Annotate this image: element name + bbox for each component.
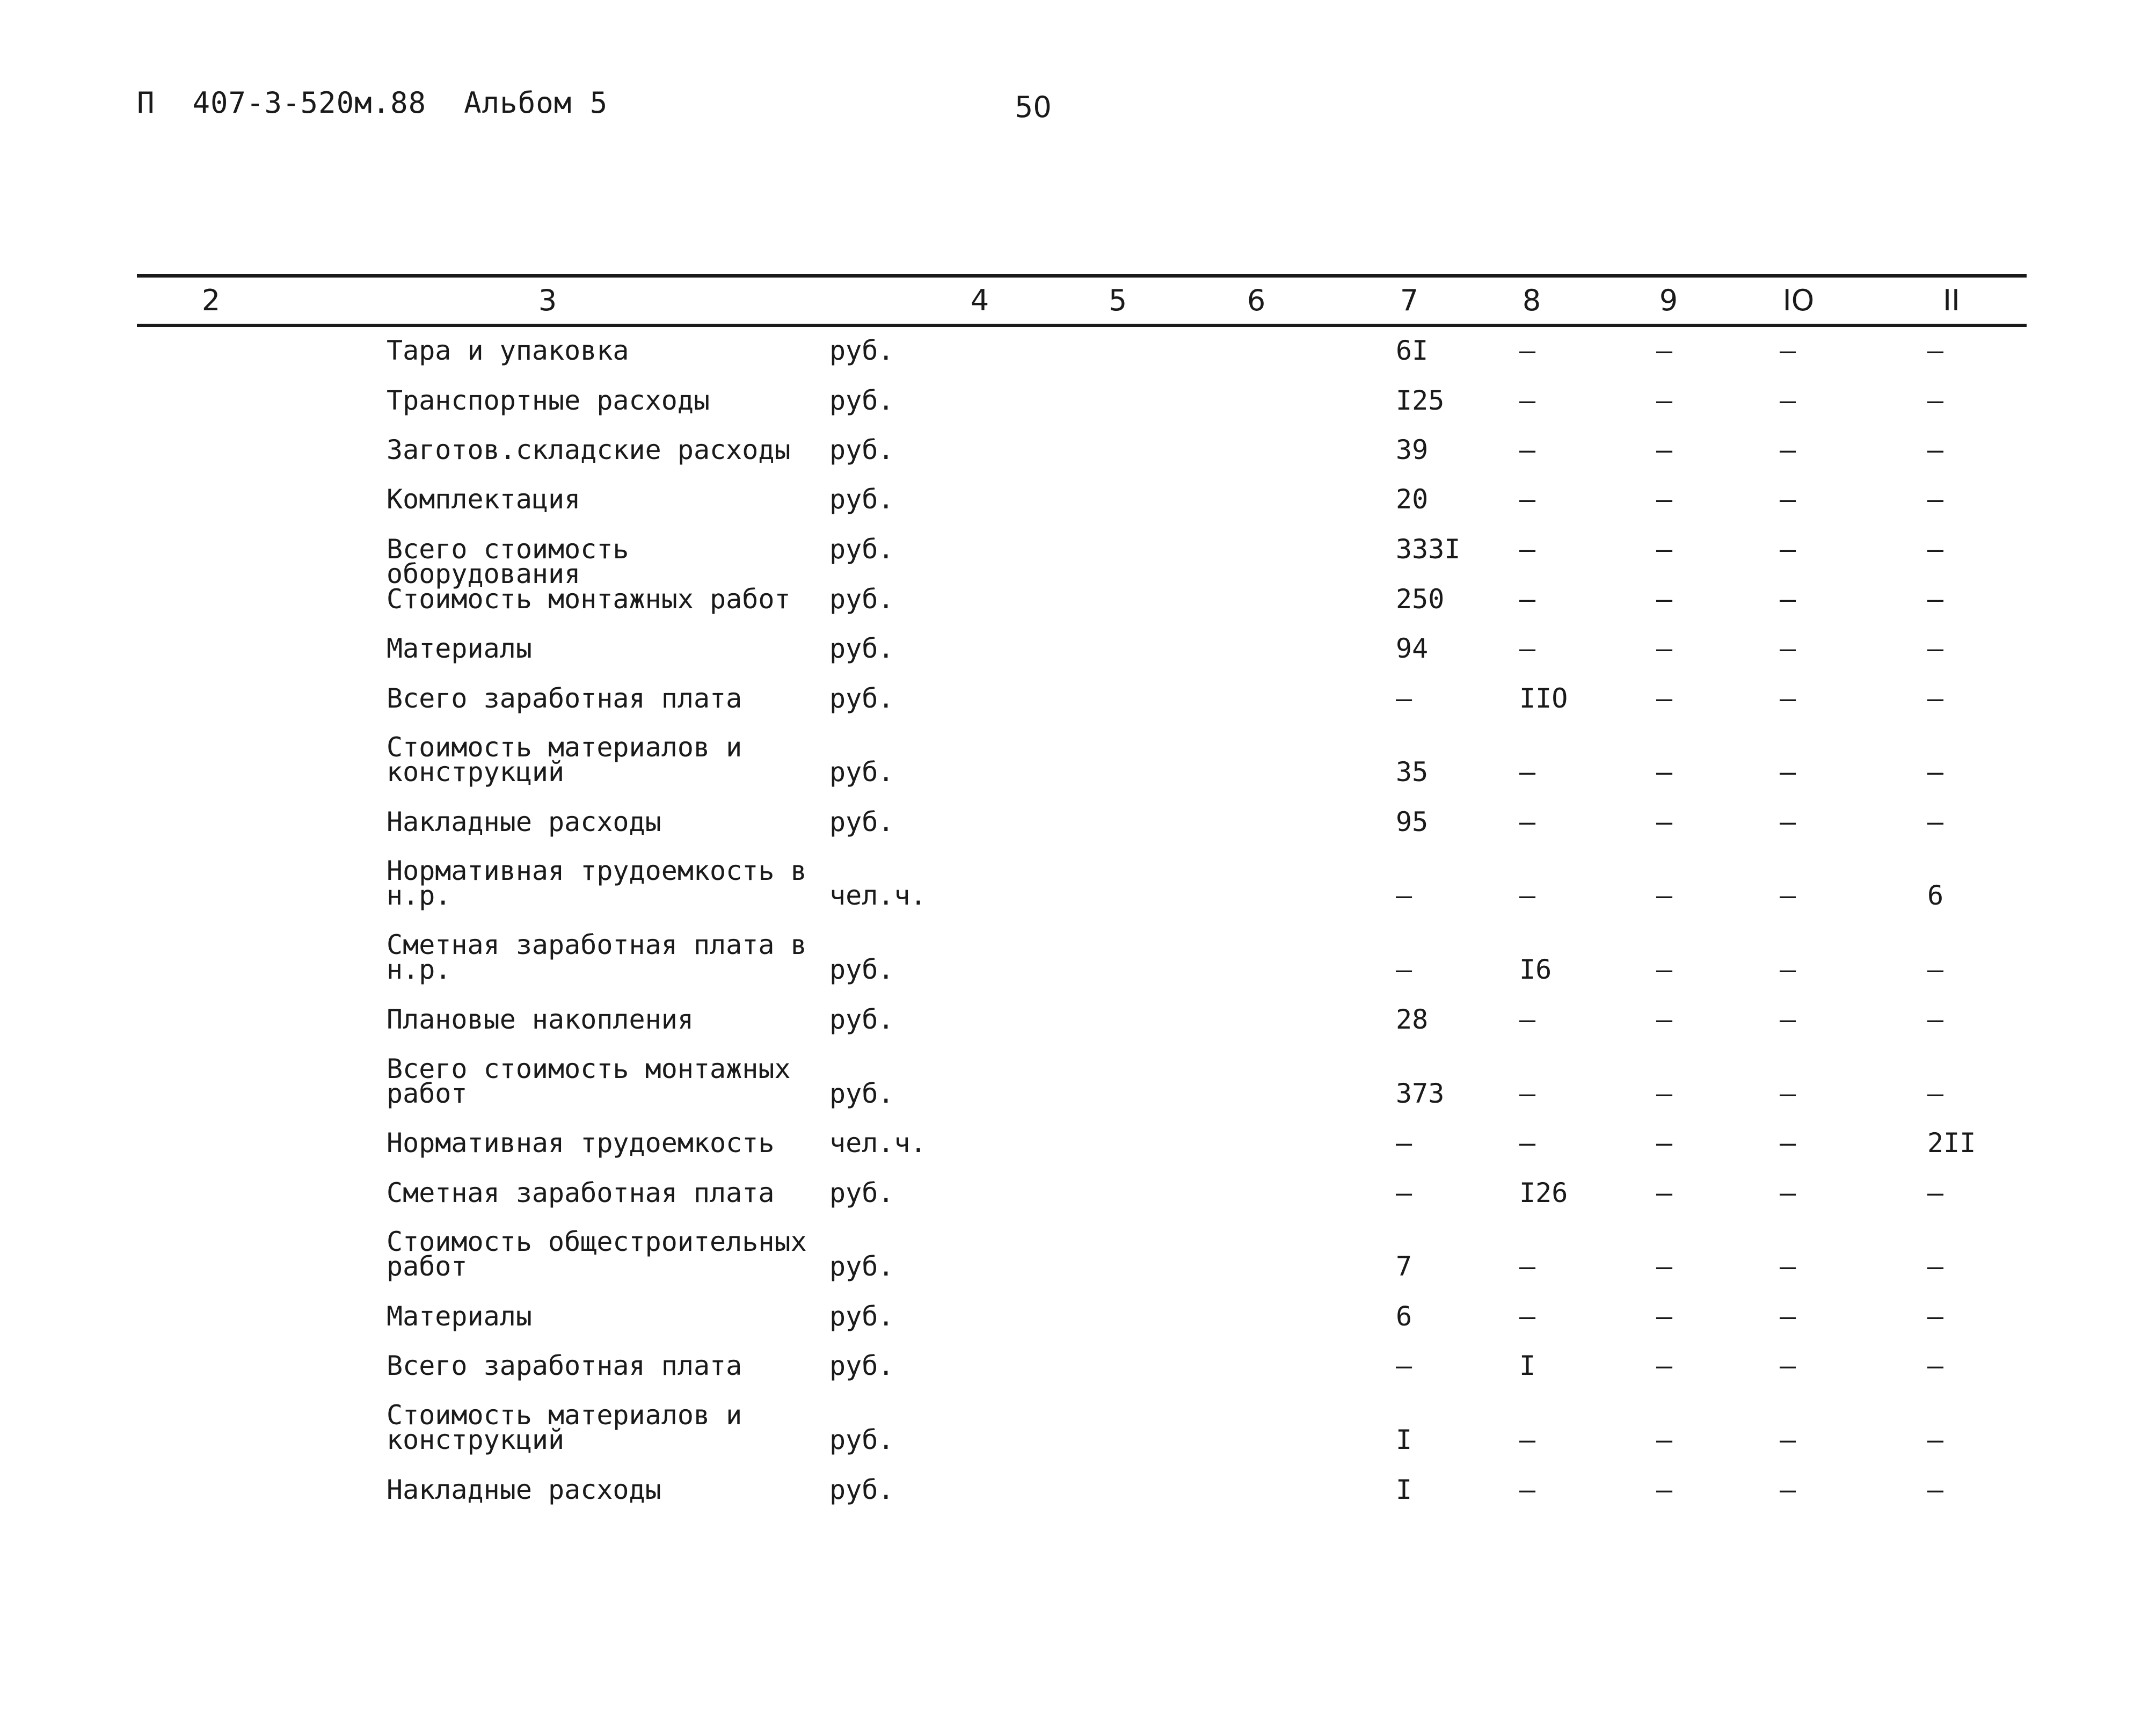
row-value-c10: –	[1780, 806, 1796, 837]
column-number: 9	[1659, 283, 1678, 317]
row-unit: руб.	[829, 806, 894, 837]
row-unit: руб.	[829, 584, 894, 615]
row-value-c11: –	[1927, 954, 1944, 985]
row-value-c8: –	[1519, 806, 1536, 837]
row-value-c10: –	[1780, 954, 1796, 985]
column-number: 8	[1522, 283, 1541, 317]
row-value-c9: –	[1656, 1004, 1673, 1035]
row-value-c8: –	[1519, 1004, 1536, 1035]
row-value-c7: I25	[1396, 385, 1445, 416]
row-value-c10: –	[1780, 683, 1796, 714]
row-name: Заготов.складские расходы	[387, 434, 791, 465]
row-value-c10: –	[1780, 633, 1796, 664]
row-value-c10: –	[1780, 1424, 1796, 1455]
row-value-c7: –	[1396, 683, 1412, 714]
row-value-c7: 28	[1396, 1004, 1429, 1035]
row-value-c11: 2II	[1927, 1127, 1976, 1159]
row-value-c7: 6	[1396, 1301, 1412, 1332]
row-value-c7: 333I	[1396, 534, 1461, 565]
row-value-c9: –	[1656, 1301, 1673, 1332]
row-value-c7: –	[1396, 1350, 1412, 1381]
row-value-c10: –	[1780, 434, 1796, 465]
row-value-c7: 373	[1396, 1078, 1445, 1109]
row-value-c9: –	[1656, 756, 1673, 788]
row-value-c7: 250	[1396, 584, 1445, 615]
row-value-c8: –	[1519, 880, 1536, 911]
row-name: Накладные расходы	[387, 1474, 661, 1505]
row-unit: руб.	[829, 335, 894, 366]
row-value-c8: –	[1519, 484, 1536, 515]
row-value-c7: –	[1396, 954, 1412, 985]
row-value-c11: –	[1927, 683, 1944, 714]
row-value-c9: –	[1656, 1474, 1673, 1505]
row-value-c7: 7	[1396, 1251, 1412, 1282]
row-value-c10: –	[1780, 880, 1796, 911]
row-value-c9: –	[1656, 484, 1673, 515]
document-code: 407-3-520м.88	[192, 86, 427, 120]
row-name: Стоимость монтажных работ	[387, 584, 791, 615]
row-value-c8: –	[1519, 1301, 1536, 1332]
row-value-c10: –	[1780, 1177, 1796, 1208]
row-value-c8: I	[1519, 1350, 1536, 1381]
column-number: 5	[1108, 283, 1127, 317]
row-name: Накладные расходы	[387, 806, 661, 837]
row-unit: чел.ч.	[829, 1127, 927, 1159]
column-number: IO	[1782, 283, 1815, 317]
row-value-c11: –	[1927, 534, 1944, 565]
row-value-c11: –	[1927, 1350, 1944, 1381]
row-unit: руб.	[829, 756, 894, 788]
row-value-c10: –	[1780, 1078, 1796, 1109]
table-top-rule	[137, 274, 2027, 278]
row-value-c7: –	[1396, 1177, 1412, 1208]
row-value-c8: I26	[1519, 1177, 1568, 1208]
row-value-c8: –	[1519, 1127, 1536, 1159]
row-unit: руб.	[829, 633, 894, 664]
row-value-c8: –	[1519, 434, 1536, 465]
row-unit: руб.	[829, 954, 894, 985]
document-header	[137, 86, 645, 120]
series-code: П	[137, 86, 155, 120]
row-name: Стоимость материалов и конструкций	[387, 1400, 742, 1455]
row-value-c11: –	[1927, 756, 1944, 788]
row-value-c7: 6I	[1396, 335, 1429, 366]
row-value-c8: –	[1519, 1424, 1536, 1455]
row-value-c11: –	[1927, 806, 1944, 837]
row-unit: руб.	[829, 1350, 894, 1381]
row-name: Сметная заработная плата	[387, 1177, 775, 1208]
column-number: II	[1943, 283, 1960, 317]
row-value-c10: –	[1780, 584, 1796, 615]
row-value-c9: –	[1656, 584, 1673, 615]
row-value-c10: –	[1780, 484, 1796, 515]
row-name: Нормативная трудоемкость	[387, 1127, 775, 1159]
column-number: 2	[201, 283, 221, 317]
row-name: Комплектация	[387, 484, 581, 515]
row-unit: руб.	[829, 434, 894, 465]
row-value-c7: –	[1396, 880, 1412, 911]
row-value-c10: –	[1780, 335, 1796, 366]
row-unit: руб.	[829, 683, 894, 714]
row-value-c11: –	[1927, 1251, 1944, 1282]
row-unit: руб.	[829, 1078, 894, 1109]
row-unit: руб.	[829, 1251, 894, 1282]
row-unit: руб.	[829, 1474, 894, 1505]
row-unit: руб.	[829, 1004, 894, 1035]
row-value-c10: –	[1780, 1350, 1796, 1381]
row-value-c9: –	[1656, 1251, 1673, 1282]
row-value-c7: 20	[1396, 484, 1429, 515]
column-number: 4	[970, 283, 989, 317]
row-name: Стоимость материалов и конструкций	[387, 732, 742, 788]
row-value-c9: –	[1656, 1127, 1673, 1159]
row-name: Сметная заработная плата в н.р.	[387, 929, 807, 985]
row-unit: руб.	[829, 484, 894, 515]
row-value-c11: –	[1927, 1177, 1944, 1208]
row-value-c8: –	[1519, 534, 1536, 565]
row-value-c10: –	[1780, 1127, 1796, 1159]
row-value-c9: –	[1656, 880, 1673, 911]
row-value-c10: –	[1780, 1251, 1796, 1282]
row-value-c10: –	[1780, 1004, 1796, 1035]
row-value-c11: –	[1927, 484, 1944, 515]
row-name: Нормативная трудоемкость в н.р.	[387, 855, 807, 911]
row-value-c8: –	[1519, 584, 1536, 615]
row-value-c11: –	[1927, 633, 1944, 664]
row-name: Всего заработная плата	[387, 683, 742, 714]
row-name: Всего заработная плата	[387, 1350, 742, 1381]
row-value-c8: –	[1519, 1474, 1536, 1505]
row-value-c11: –	[1927, 434, 1944, 465]
row-value-c11: –	[1927, 1004, 1944, 1035]
row-name: Плановые накопления	[387, 1004, 694, 1035]
row-name: Всего стоимость монтажных работ	[387, 1053, 791, 1109]
row-value-c9: –	[1656, 633, 1673, 664]
row-name: Материалы	[387, 633, 532, 664]
row-value-c8: –	[1519, 335, 1536, 366]
row-value-c11: –	[1927, 1424, 1944, 1455]
column-number: 3	[538, 283, 557, 317]
row-value-c7: 35	[1396, 756, 1429, 788]
row-value-c10: –	[1780, 534, 1796, 565]
row-value-c11: –	[1927, 1301, 1944, 1332]
row-value-c9: –	[1656, 1350, 1673, 1381]
album-label: Альбом 5	[464, 86, 608, 120]
row-value-c9: –	[1656, 385, 1673, 416]
row-unit: руб.	[829, 1424, 894, 1455]
row-value-c9: –	[1656, 683, 1673, 714]
row-value-c7: –	[1396, 1127, 1412, 1159]
row-name: Материалы	[387, 1301, 532, 1332]
row-unit: руб.	[829, 534, 894, 565]
row-value-c11: –	[1927, 1078, 1944, 1109]
row-value-c8: –	[1519, 633, 1536, 664]
row-unit: чел.ч.	[829, 880, 927, 911]
row-value-c11: –	[1927, 385, 1944, 416]
row-value-c11: –	[1927, 1474, 1944, 1505]
row-value-c9: –	[1656, 1078, 1673, 1109]
row-unit: руб.	[829, 385, 894, 416]
row-value-c7: 95	[1396, 806, 1429, 837]
row-value-c10: –	[1780, 385, 1796, 416]
row-value-c7: 94	[1396, 633, 1429, 664]
row-value-c8: I6	[1519, 954, 1552, 985]
row-value-c9: –	[1656, 954, 1673, 985]
row-unit: руб.	[829, 1177, 894, 1208]
column-number: 7	[1400, 283, 1419, 317]
row-value-c10: –	[1780, 1301, 1796, 1332]
row-value-c8: –	[1519, 1251, 1536, 1282]
row-value-c9: –	[1656, 534, 1673, 565]
row-value-c11: 6	[1927, 880, 1944, 911]
row-value-c9: –	[1656, 434, 1673, 465]
row-value-c11: –	[1927, 584, 1944, 615]
page-number: 50	[1015, 90, 1052, 124]
table-header-rule	[137, 324, 2027, 327]
row-value-c8: –	[1519, 1078, 1536, 1109]
row-value-c11: –	[1927, 335, 1944, 366]
column-number: 6	[1247, 283, 1266, 317]
row-name: Транспортные расходы	[387, 385, 710, 416]
row-value-c7: 39	[1396, 434, 1429, 465]
row-value-c9: –	[1656, 335, 1673, 366]
row-value-c9: –	[1656, 1177, 1673, 1208]
row-value-c8: –	[1519, 385, 1536, 416]
row-name: Всего стоимость оборудования	[387, 534, 629, 589]
row-value-c9: –	[1656, 1424, 1673, 1455]
row-value-c10: –	[1780, 1474, 1796, 1505]
row-value-c10: –	[1780, 756, 1796, 788]
row-value-c8: –	[1519, 756, 1536, 788]
row-value-c8: IIO	[1519, 683, 1568, 714]
row-value-c7: I	[1396, 1424, 1412, 1455]
row-name: Стоимость общестроительных работ	[387, 1226, 807, 1282]
row-name: Тара и упаковка	[387, 335, 629, 366]
row-unit: руб.	[829, 1301, 894, 1332]
row-value-c7: I	[1396, 1474, 1412, 1505]
row-value-c9: –	[1656, 806, 1673, 837]
